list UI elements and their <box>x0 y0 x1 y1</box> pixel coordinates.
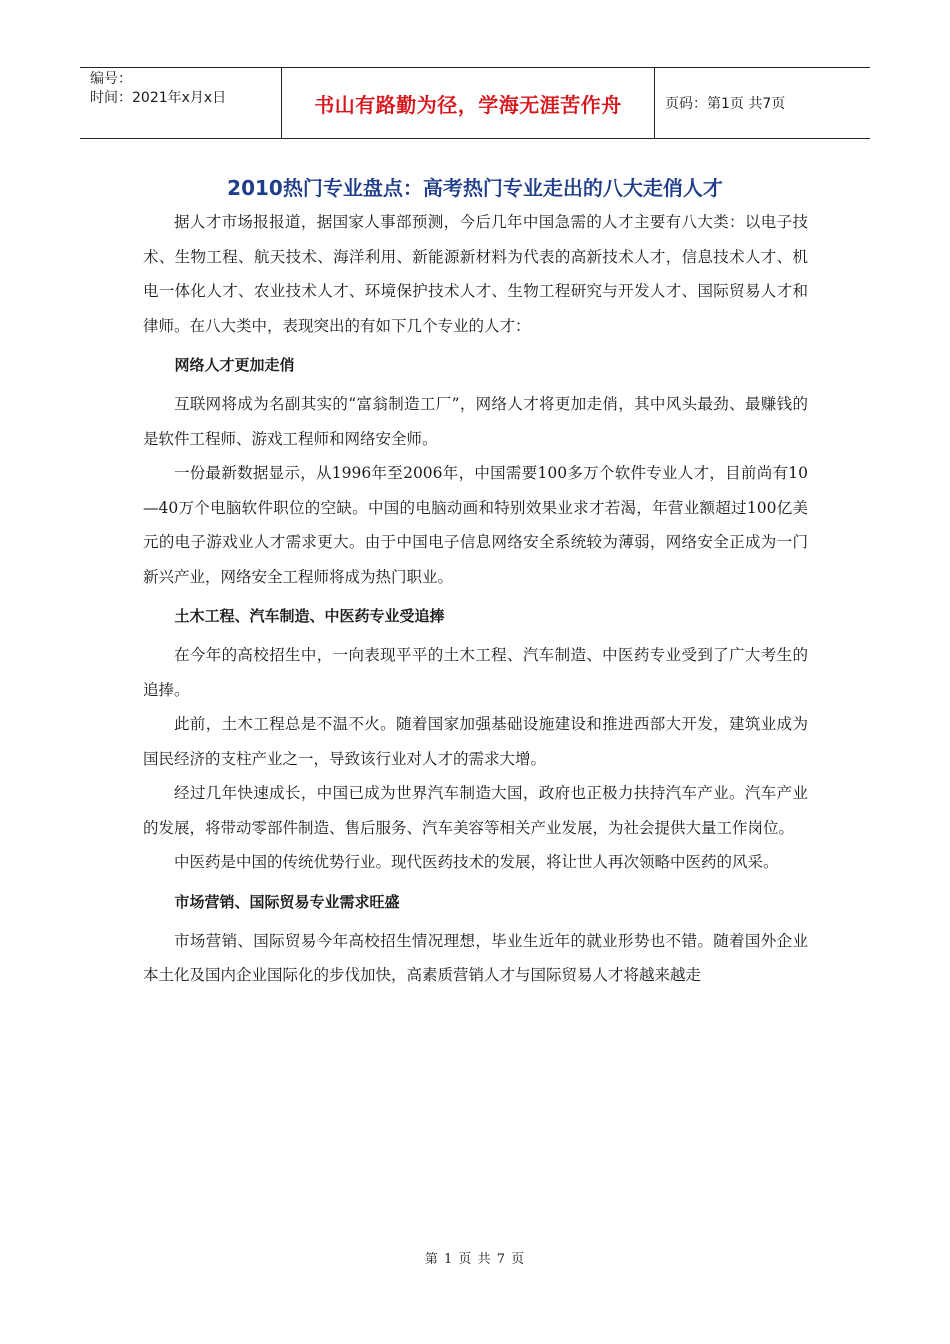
document-title: 2010热门专业盘点：高考热门专业走出的八大走俏人才 <box>227 176 723 200</box>
paragraph: 据人才市场报报道，据国家人事部预测，今后几年中国急需的人才主要有八大类：以电子技术、生物工程、航天技术、海洋利用、新能源新材料为代表的高新技术人才，信息技术人才、机电一体化人才、农业技术人才、环境保护技术人才、生物工程研究与开发人才、国际贸易人才和律师。在八大类中，表现突出的有如下几个专业的人才： <box>143 213 808 335</box>
section-heading: 网络人才更加走俏 <box>174 356 295 374</box>
paragraph: 互联网将成为名副其实的“富翁制造工厂”，网络人才将更加走俏，其中风头最劲、最赚钱的是软件工程师、游戏工程师和网络安全师。 <box>143 395 808 448</box>
header-meta <box>80 68 282 138</box>
section-heading: 市场营销、国际贸易专业需求旺盛 <box>174 892 400 911</box>
paragraph: 市场营销、国际贸易今年高校招生情况理想，毕业生近年的就业形势也不错。随着国外企业本土化及国内企业国际化的步伐加快，高素质营销人才与国际贸易人才将越来越走 <box>143 931 808 984</box>
paragraph: 一份最新数据显示，从1996年至2006年，中国需要100多万个软件专业人才，目前尚有10—40万个电脑软件职位的空缺。中国的电脑动画和特别效果业求才若渴，年营业额超过100亿美元的电子游戏业人才需求更大。由于中国电子信息网络安全系统较为薄弱，网络安全正成为一门新兴产业，网络安全工程师将成为热门职业。 <box>143 464 808 586</box>
page-footer: 第 1 页 共 7 页 <box>424 1252 526 1267</box>
header-table <box>80 67 870 139</box>
header-motto: 书山有路勤为径，学海无涯苦作舟 <box>314 92 622 117</box>
paragraph: 中医药是中国的传统优势行业。现代医药技术的发展，将让世人再次领略中医药的风采。 <box>174 853 779 871</box>
header-page-info: 页码：第1页 共7页 <box>665 96 786 112</box>
paragraph: 此前，土木工程总是不温不火。随着国家加强基础设施建设和推进西部大开发，建筑业成为国民经济的支柱产业之一，导致该行业对人才的需求大增。 <box>143 715 808 768</box>
header-motto-cell <box>282 68 655 138</box>
document-number-label: 编号： <box>90 71 132 87</box>
section-heading: 土木工程、汽车制造、中医药专业受追捧 <box>174 607 445 625</box>
document-date: 时间：2021年x月x日 <box>90 90 227 106</box>
paragraph: 经过几年快速成长，中国已成为世界汽车制造大国，政府也正极力扶持汽车产业。汽车产业的发展，将带动零部件制造、售后服务、汽车美容等相关产业发展，为社会提供大量工作岗位。 <box>143 784 808 837</box>
document-body <box>143 205 808 993</box>
paragraph: 在今年的高校招生中，一向表现平平的土木工程、汽车制造、中医药专业受到了广大考生的追捧。 <box>143 646 808 699</box>
